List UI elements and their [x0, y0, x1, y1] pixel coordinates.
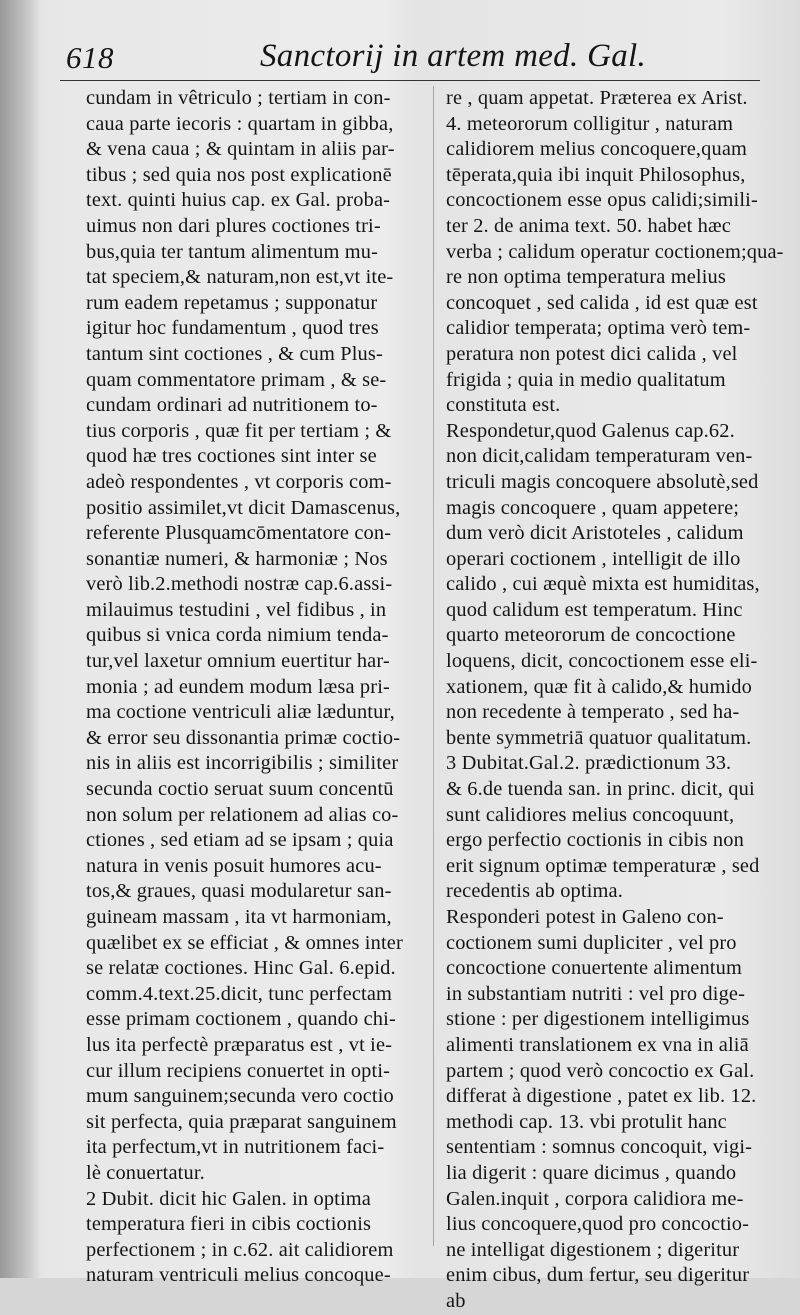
- text-line: cur illum recipiens conuertet in opti-: [86, 1059, 391, 1082]
- text-line: cundam in vêtriculo ; tertiam in con-: [86, 87, 391, 109]
- text-line: nis in aliis est incorrigibilis ; similiter: [86, 752, 399, 775]
- text-line: Galen.inquit , corpora calidiora me-: [446, 1187, 744, 1210]
- text-line: quibus si vnica corda nimium tenda-: [86, 624, 389, 647]
- text-line: 4. meteororum colligitur , naturam: [446, 112, 734, 135]
- page-number: 618: [66, 40, 114, 75]
- text-line: loquens, dicit, concoctionem esse eli-: [446, 650, 758, 673]
- text-line: operari coctionem , intelligit de illo: [446, 547, 741, 570]
- text-line: caua parte iecoris : quartam in gibba,: [86, 112, 394, 135]
- text-line: ma coctione ventriculi aliæ læduntur,: [86, 701, 395, 724]
- text-line: calidiorem melius concoquere,quam: [446, 138, 748, 161]
- text-line: ergo perfectio coctionis in cibis non: [446, 829, 744, 852]
- text-line: sonantiæ numeri, & harmoniæ ; Nos: [86, 547, 388, 570]
- text-line: quælibet ex se efficiat , & omnes inter: [86, 931, 403, 954]
- text-line: concoctionem esse opus calidi;simili-: [446, 189, 758, 212]
- text-line: concoquet , sed calida , id est quæ est: [446, 291, 758, 314]
- text-line: sit perfecta, quia præparat sanguinem: [86, 1110, 397, 1133]
- text-line: adeò respondentes , vt corporis com-: [86, 470, 392, 493]
- text-line: calido , cui æquè mixta est humiditas,: [446, 573, 760, 596]
- text-line: naturam ventriculi melius concoque-: [86, 1264, 391, 1287]
- text-line: guineam massam , ita vt harmoniam,: [86, 906, 392, 928]
- text-line: referente Plusquamcōmentatore con-: [86, 522, 392, 545]
- text-line: coctionem sumi dupliciter , vel pro: [446, 931, 737, 954]
- text-line: ter 2. de anima text. 50. habet hæc: [446, 214, 731, 237]
- text-line: text. quinti huius cap. ex Gal. proba-: [86, 189, 391, 212]
- text-line: lus ita perfectè præparatus est , vt ie-: [86, 1033, 393, 1056]
- page-binding-shadow: [0, 0, 40, 1278]
- text-line: tat speciem,& naturam,non est,vt ite-: [86, 266, 394, 289]
- text-line: lius concoquere,quod pro concoctio-: [446, 1213, 750, 1236]
- text-line: cundam ordinari ad nutritionem to-: [86, 394, 378, 417]
- text-line: partem ; quod verò concoctio ex Gal.: [446, 1059, 755, 1082]
- text-line: in substantiam nutriti : vel pro dige-: [446, 982, 746, 1005]
- text-line: comm.4.text.25.dicit, tunc perfectam: [86, 982, 393, 1005]
- page-header: [60, 36, 760, 81]
- text-line: bus,quia ter tantum alimentum mu-: [86, 240, 379, 263]
- text-line: verò lib.2.methodi nostræ cap.6.assi-: [86, 573, 393, 596]
- text-line: esse primam coctionem , quando chi-: [86, 1008, 396, 1031]
- text-line: tos,& graues, quasi modularetur san-: [86, 880, 392, 903]
- text-line: tibus ; sed quia nos post explicationē: [86, 163, 392, 186]
- text-line: se relatæ coctiones. Hinc Gal. 6.epid.: [86, 957, 396, 980]
- text-line: ne intelligat digestionem ; digeritur: [446, 1238, 740, 1261]
- text-line: perfectionem ; in c.62. ait calidiorem: [86, 1238, 394, 1261]
- text-line: re non optima temperatura melius: [446, 266, 726, 289]
- text-line: quarto meteororum de concoctione: [446, 624, 736, 647]
- text-line: quod hæ tres coctiones sint inter se: [86, 445, 377, 468]
- text-line: sunt calidiores melius concoquunt,: [446, 803, 735, 826]
- text-line: quam commentatore primam , & se-: [86, 368, 387, 391]
- text-line: concoctione conuertente alimentum: [446, 957, 742, 980]
- text-line: natura in venis posuit humores acu-: [86, 854, 382, 877]
- text-line: Responderi potest in Galeno con-: [446, 906, 724, 928]
- text-line: recedentis ab optima.: [446, 880, 623, 903]
- text-line: non recedente à temperato , sed ha-: [446, 701, 740, 724]
- text-line: & vena caua ; & quintam in aliis par-: [86, 138, 395, 161]
- text-line: frigida ; quia in medio qualitatum: [446, 368, 726, 391]
- text-line: verba ; calidum operatur coctionem;qua-: [446, 240, 784, 263]
- text-line: sententiam : somnus concoquit, vigi-: [446, 1136, 753, 1159]
- text-line: erit signum optimæ temperaturæ , sed: [446, 854, 760, 877]
- text-line: mum sanguinem;secunda vero coctio: [86, 1085, 394, 1108]
- text-line: lè conuertatur.: [86, 1161, 205, 1184]
- text-line: triculi magis concoquere absolutè,sed: [446, 470, 759, 493]
- text-line: peratura non potest dici calida , vel: [446, 342, 738, 365]
- text-line: tur,vel laxetur omnium euertitur har-: [86, 650, 390, 673]
- text-line: calidior temperata; optima verò tem-: [446, 317, 751, 340]
- text-line: rum eadem repetamus ; supponatur: [86, 291, 378, 314]
- text-line: xationem, quæ fit à calido,& humido: [446, 675, 752, 698]
- text-line: 3 Dubitat.Gal.2. prædictionum 33.: [446, 752, 732, 775]
- text-line: re , quam appetat. Præterea ex Arist.: [446, 87, 748, 109]
- right-text-column: [446, 86, 784, 1315]
- left-text-column: [86, 86, 428, 1289]
- text-line: secunda coctio seruat suum concentū: [86, 778, 394, 801]
- text-line: tēperata,quia ibi inquit Philosophus,: [446, 163, 746, 186]
- text-line: dum verò dicit Aristoteles , calidum: [446, 522, 744, 545]
- text-line: stione : per digestionem intelligimus: [446, 1008, 750, 1031]
- text-line: tius corporis , quæ fit per tertiam ; &: [86, 419, 392, 442]
- text-line: positio assimilet,vt dicit Damascenus,: [86, 496, 401, 519]
- text-line: methodi cap. 13. vbi protulit hanc: [446, 1110, 727, 1133]
- text-line: igitur hoc fundamentum , quod tres: [86, 317, 379, 340]
- text-line: milauimus testudini , vel fidibus , in: [86, 598, 387, 621]
- text-line: Respondetur,quod Galenus cap.62.: [446, 419, 735, 442]
- text-line: monia ; ad eundem modum læsa pri-: [86, 675, 390, 698]
- text-line: ab: [446, 1289, 466, 1312]
- text-line: magis concoquere , quam appetere;: [446, 496, 740, 519]
- text-line: & 6.de tuenda san. in princ. dicit, qui: [446, 778, 755, 801]
- text-line: ctiones , sed etiam ad se ipsam ; quia: [86, 829, 394, 852]
- text-line: non solum per relationem ad alias co-: [86, 803, 399, 826]
- text-line: quod calidum est temperatum. Hinc: [446, 598, 743, 621]
- text-line: uimus non dari plures coctiones tri-: [86, 214, 381, 237]
- text-line: non dicit,calidam temperaturam ven-: [446, 445, 753, 468]
- text-line: temperatura fieri in cibis coctionis: [86, 1213, 372, 1236]
- text-line: alimenti translationem ex vna in aliā: [446, 1033, 749, 1056]
- text-line: ita perfectum,vt in nutritionem faci-: [86, 1136, 385, 1159]
- text-line: bente symmetriā quatuor qualitatum.: [446, 726, 752, 749]
- text-line: constituta est.: [446, 394, 561, 417]
- text-line: 2 Dubit. dicit hic Galen. in optima: [86, 1187, 372, 1210]
- text-line: tantum sint coctiones , & cum Plus-: [86, 342, 383, 365]
- text-line: enim cibus, dum fertur, seu digeritur: [446, 1264, 750, 1287]
- text-line: differat à digestione , patet ex lib. 12.: [446, 1085, 757, 1108]
- text-line: & error seu dissonantia primæ coctio-: [86, 726, 401, 749]
- running-head: Sanctorij in artem med. Gal.: [260, 38, 647, 74]
- column-divider: [433, 86, 434, 1246]
- text-line: lia digerit : quare dicimus , quando: [446, 1161, 737, 1184]
